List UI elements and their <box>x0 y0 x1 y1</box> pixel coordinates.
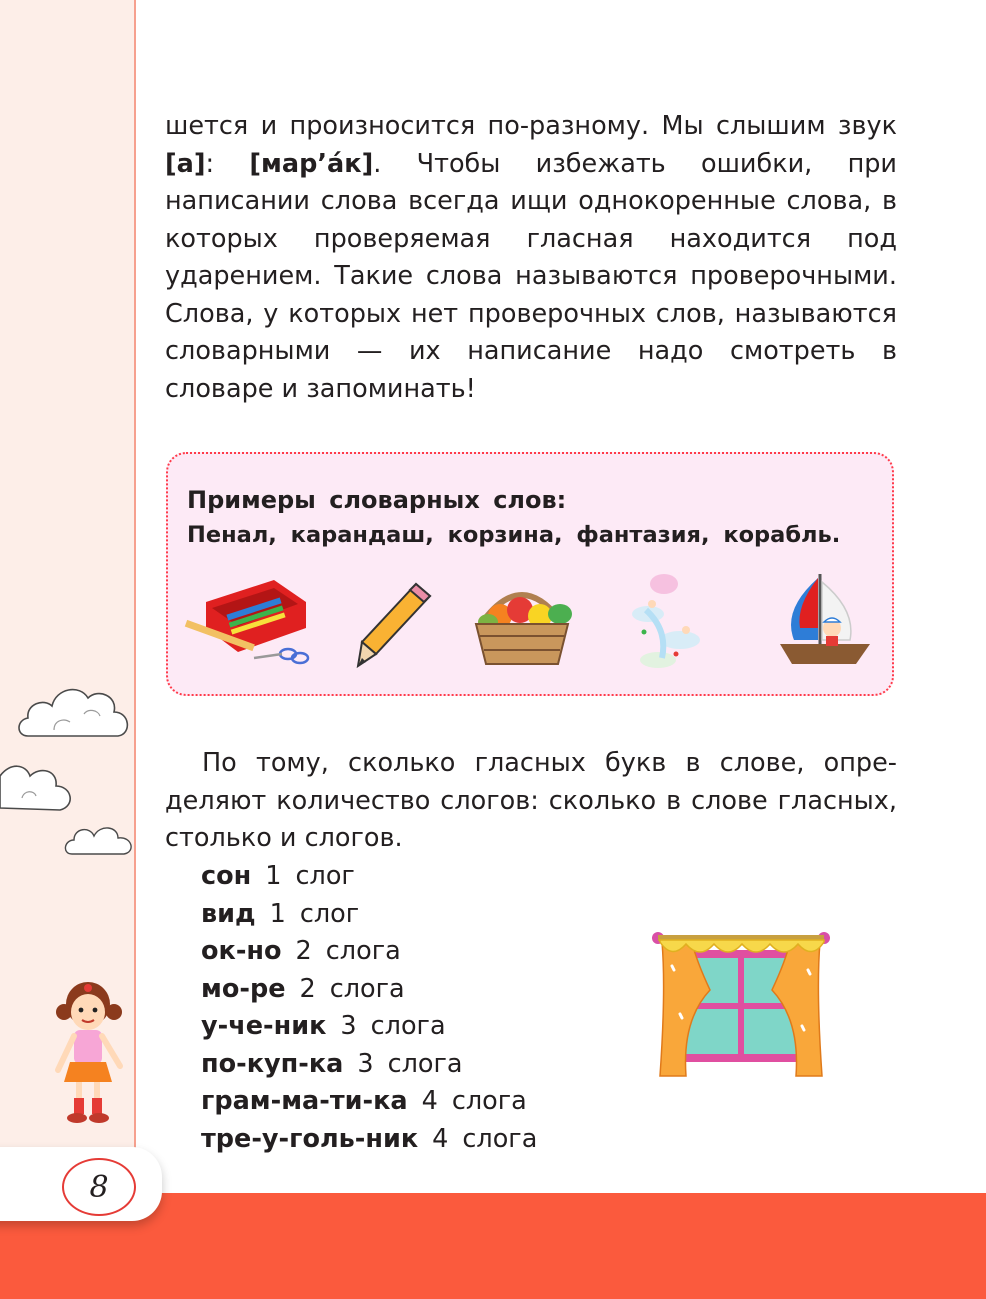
pencil-case-icon <box>182 572 314 668</box>
syllable-count: 3 <box>357 1048 374 1079</box>
list-item <box>201 858 537 896</box>
examples-box <box>166 452 894 696</box>
syllable-count: 4 <box>421 1086 438 1116</box>
syllable-word: грам-ма-ти-ка <box>201 1086 408 1116</box>
syllable-count: 3 <box>340 1011 357 1041</box>
syllable-count: 1 <box>265 861 282 891</box>
syllable-word: тре-у-голь-ник <box>201 1123 419 1154</box>
syllable-unit: слога <box>387 1048 463 1079</box>
syllable-count: 1 <box>269 898 286 929</box>
cloud-icon <box>62 818 136 860</box>
syllable-word: вид <box>201 898 256 929</box>
text-part: шется и произносится по-разному. Мы слышим звук <box>165 111 897 141</box>
pencil-icon <box>354 578 438 670</box>
list-item <box>201 933 537 971</box>
syllable-unit: слога <box>370 1011 446 1041</box>
syllable-unit: слог <box>295 861 355 891</box>
syllable-unit: слога <box>329 973 405 1004</box>
window-icon <box>652 930 830 1086</box>
page-number: 8 <box>62 1158 136 1216</box>
list-item <box>201 896 537 934</box>
syllable-word: ок-но <box>201 936 282 966</box>
list-item <box>201 971 537 1009</box>
transcription: [мар’áк] <box>249 148 374 179</box>
girl-illustration <box>48 978 130 1126</box>
list-item <box>201 1121 537 1159</box>
syllable-word: по-куп-ка <box>201 1048 344 1079</box>
basket-icon <box>466 580 578 670</box>
examples-title: Примеры словарных слов: <box>187 486 567 514</box>
syllable-unit: слога <box>451 1086 527 1116</box>
syllable-count: 2 <box>295 936 312 966</box>
ship-icon <box>776 570 874 670</box>
list-item <box>201 1046 537 1084</box>
syllable-unit: слог <box>299 898 360 929</box>
syllable-word: мо-ре <box>201 973 286 1004</box>
list-item <box>201 1083 537 1121</box>
list-item <box>201 1008 537 1046</box>
syllable-list <box>201 858 537 1158</box>
cloud-icon <box>0 754 76 820</box>
syllable-word: у-че-ник <box>201 1011 327 1041</box>
syllable-unit: слога <box>462 1123 538 1154</box>
fantasy-icon <box>628 570 706 672</box>
syllable-unit: слога <box>325 936 401 966</box>
text-part: : <box>205 148 250 179</box>
syllable-word: сон <box>201 861 252 891</box>
sound-a: [а] <box>165 148 206 179</box>
syllable-count: 2 <box>299 973 316 1004</box>
syllables-paragraph: По тому, сколько гласных букв в слове, определяют количество слогов: сколько в слове гласных, столько и слогов. <box>165 748 897 853</box>
syllable-count: 4 <box>432 1123 449 1154</box>
cloud-icon <box>14 674 136 748</box>
intro-paragraph <box>165 108 897 408</box>
examples-words: Пенал, карандаш, корзина, фантазия, корабль. <box>187 522 841 548</box>
text-part: . Чтобы избежать ошибки, при написании слова всегда ищи однокоренные слова, в которых проверяемая гласная находится под ударением. Такие слова называются проверочными. Слова, у которых нет проверочных слов, называются словарными — их написание надо смотреть в словаре и запоминать! <box>165 148 897 404</box>
